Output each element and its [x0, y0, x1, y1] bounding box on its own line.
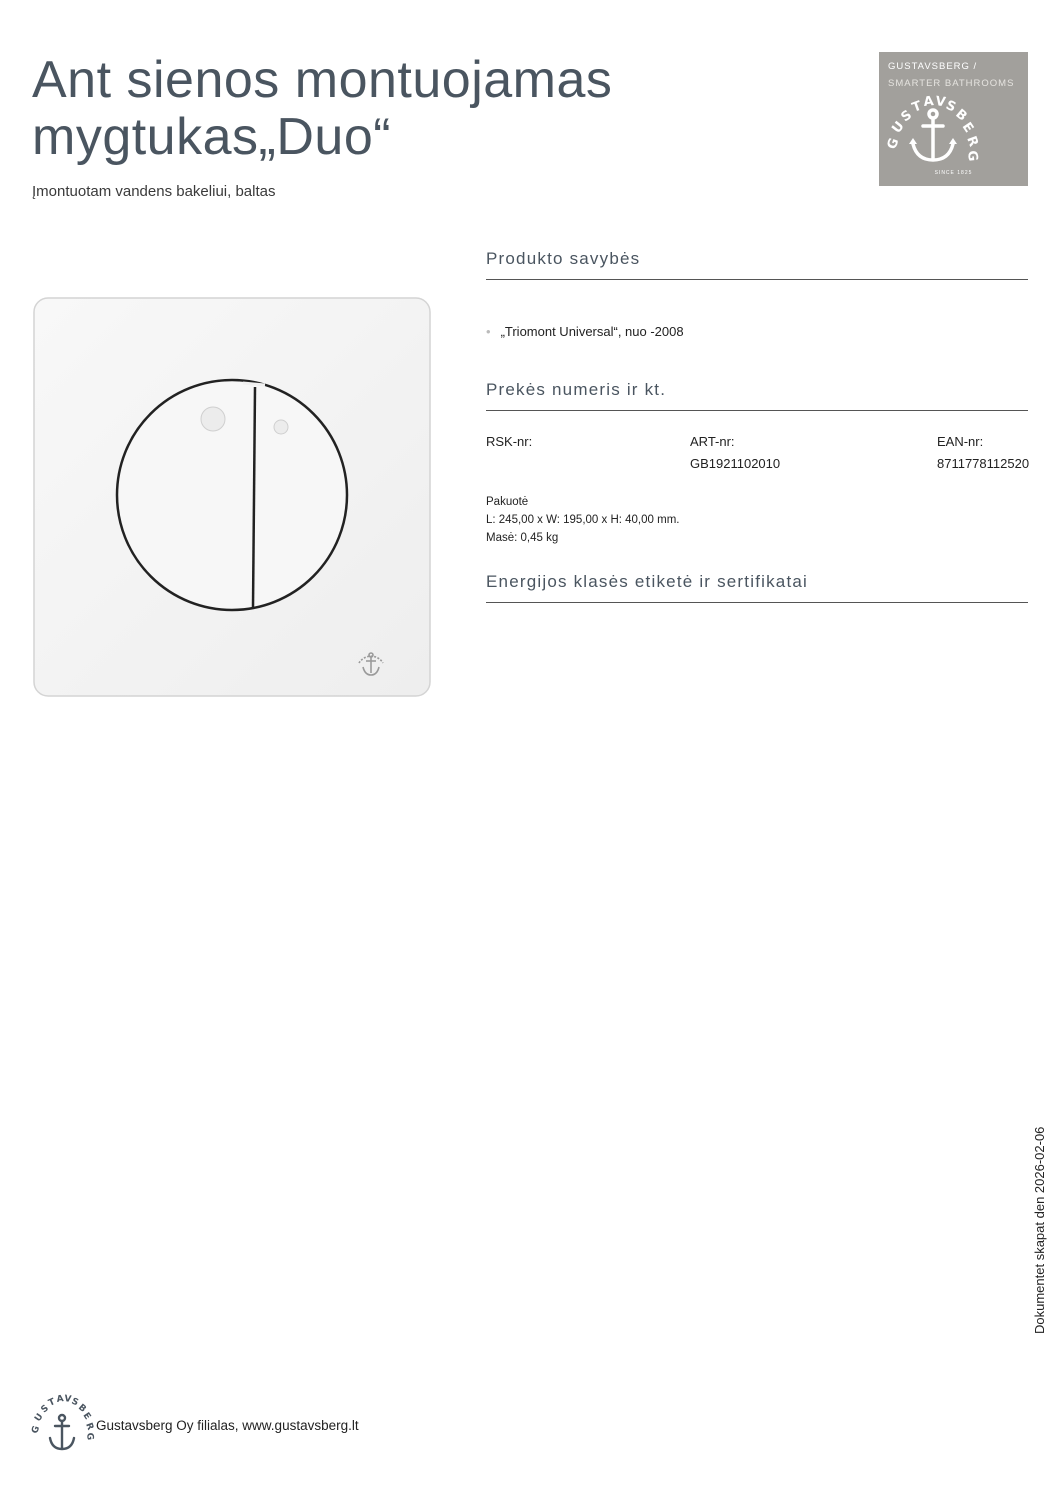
feature-list-item	[486, 324, 684, 339]
svg-text:A: A	[56, 1394, 65, 1405]
ean-label: EAN-nr:	[937, 434, 984, 449]
svg-text:T: T	[910, 98, 924, 116]
svg-text:E: E	[80, 1411, 93, 1422]
package-label: Pakuotė	[486, 496, 529, 508]
section-features-title: Produkto savybės	[486, 249, 1028, 280]
bullet-icon: •	[486, 324, 491, 339]
brand-line-1: GUSTAVSBERG /	[888, 61, 978, 72]
svg-text:E: E	[958, 119, 977, 136]
svg-text:B: B	[952, 106, 970, 125]
brand-since: SINCE 1825	[934, 170, 973, 176]
brand-line-2: SMARTER BATHROOMS	[888, 78, 1015, 89]
svg-text:G: G	[30, 1424, 43, 1435]
svg-text:U: U	[889, 118, 908, 137]
svg-text:S: S	[898, 107, 915, 126]
svg-text:A: A	[922, 94, 935, 110]
generated-date: Dokumentet skapat den 2026-02-06	[1032, 1126, 1047, 1334]
title-line-2: mygtukas„Duo“	[32, 108, 392, 166]
svg-text:S: S	[39, 1403, 51, 1416]
svg-text:S: S	[69, 1396, 80, 1409]
feature-text: „Triomont Universal“, nuo -2008	[500, 324, 684, 339]
svg-text:V: V	[63, 1394, 72, 1405]
art-label: ART-nr:	[690, 434, 735, 449]
svg-text:S: S	[943, 97, 959, 116]
svg-text:G: G	[964, 149, 981, 163]
brand-logo-box	[879, 52, 1028, 186]
section-numbers-title: Prekės numeris ir kt.	[486, 380, 1028, 411]
package-dimensions: L: 245,00 x W: 195,00 x H: 40,00 mm.	[486, 514, 680, 526]
title-line-1: Ant sienos montuojamas	[32, 51, 613, 109]
page-title	[32, 52, 732, 166]
footer-anchor-logo-icon	[30, 1394, 95, 1454]
subtitle: Įmontuotam vandens bakeliui, baltas	[32, 183, 276, 200]
anchor-logo-icon	[884, 94, 1020, 172]
svg-text:R: R	[963, 134, 981, 149]
svg-text:R: R	[83, 1421, 95, 1432]
svg-text:G: G	[884, 136, 903, 152]
svg-text:G: G	[84, 1432, 95, 1441]
svg-text:U: U	[33, 1412, 46, 1424]
art-value: GB1921102010	[690, 456, 781, 471]
rsk-label: RSK-nr:	[486, 434, 533, 449]
product-image	[33, 297, 433, 699]
section-energy-title: Energijos klasės etiketė ir sertifikatai	[486, 572, 1028, 603]
svg-text:B: B	[76, 1402, 88, 1415]
footer-company: Gustavsberg Oy filialas, www.gustavsberg.lt	[96, 1418, 359, 1433]
svg-text:V: V	[934, 94, 947, 111]
svg-text:T: T	[47, 1397, 57, 1409]
package-mass: Masė: 0,45 kg	[486, 532, 559, 544]
ean-value: 8711778112520	[937, 456, 1030, 471]
